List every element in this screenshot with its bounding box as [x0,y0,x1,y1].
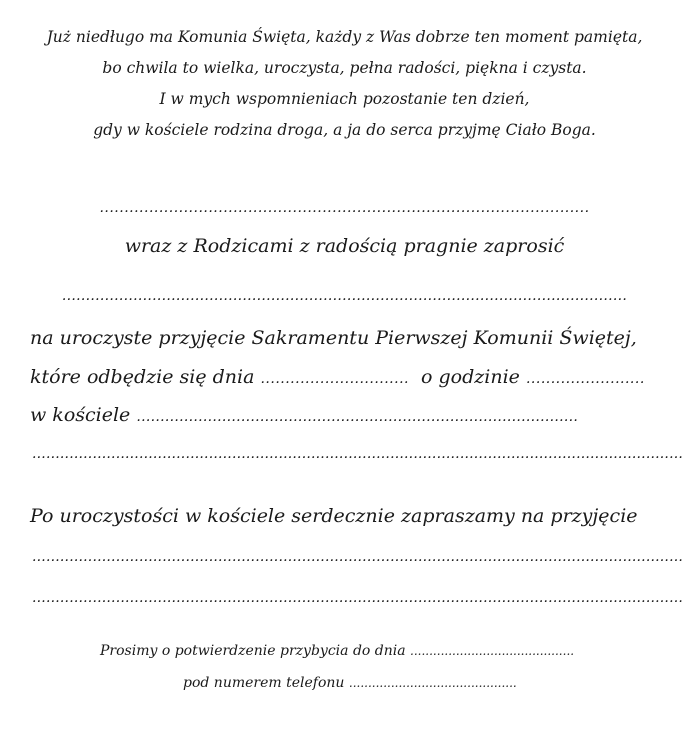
poem [0,22,689,146]
church-blank-2: ............................................................................................................................................ [32,446,684,462]
church-blank: ............................................................................................. [136,409,579,425]
church-row [30,404,578,426]
reception-blank-2: ............................................................................................................................................ [32,590,684,606]
time-blank: ........................ [525,371,645,387]
phone-blank: ............................................ [348,676,517,690]
reception-blank-1: ............................................................................................................................................ [32,549,684,565]
date-blank: .............................. [260,371,409,387]
time-label: o godzinie [421,366,520,388]
date-row [30,366,645,388]
church-label: w kościele [30,404,131,426]
poem-line: bo chwila to wielka, uroczysta, pełna radości, piękna i czysta. [102,59,587,77]
poem-line: I w mych wspomnieniach pozostanie ten dzień, [159,90,530,108]
guest-blank: ....................................................................................................................... [61,288,628,304]
date-label: które odbędzie się dnia [30,366,255,388]
sacrament-text: na uroczyste przyjęcie Sakramentu Pierwszej Komunii Świętej, [30,327,637,349]
phone-row [183,675,517,691]
phone-label: pod numerem telefonu [183,675,345,691]
name-blank: ................................................................................................... [99,200,590,216]
with-parents-text: wraz z Rodzicami z radością pragnie zaprosić [124,235,565,257]
reception-text: Po uroczystości w kościele serdecznie zapraszamy na przyjęcie [30,505,638,527]
poem-line: Już niedługo ma Komunia Święta, każdy z Was dobrze ten moment pamięta, [46,28,643,46]
poem-line: gdy w kościele rodzina droga, a ja do serca przyjmę Ciało Boga. [93,121,596,139]
confirm-blank: ........................................... [410,644,575,658]
rsvp-row [100,643,574,659]
confirm-label: Prosimy o potwierdzenie przybycia do dnia [100,643,406,659]
